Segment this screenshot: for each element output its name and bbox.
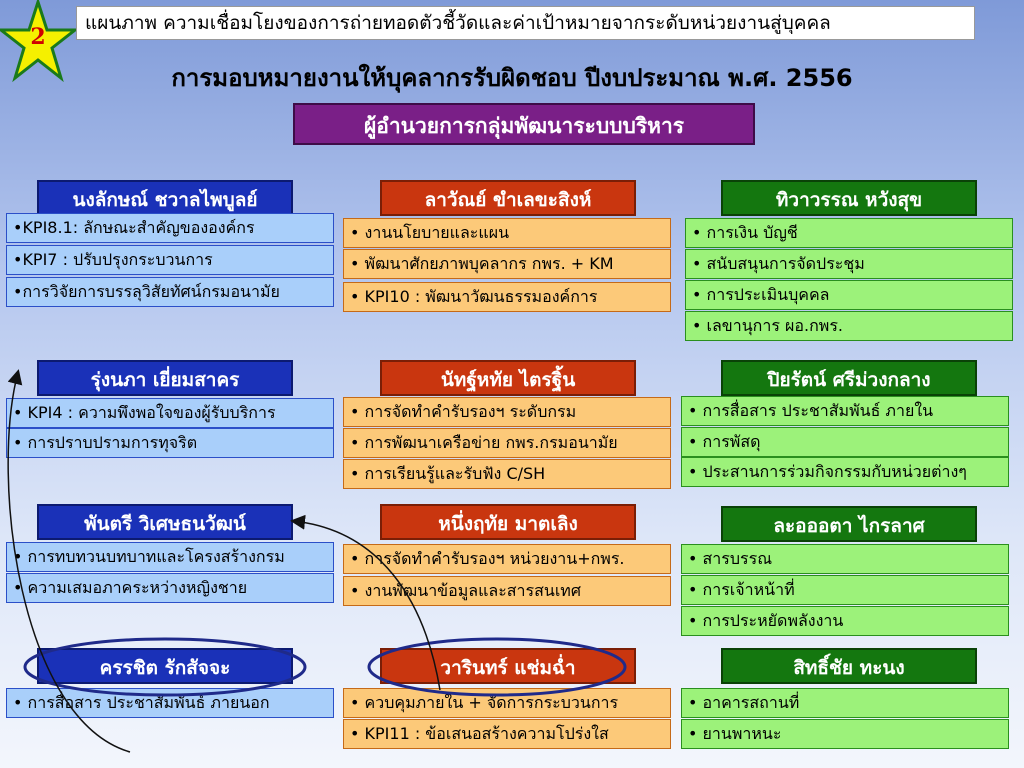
person-sitthichai: สิทธิ์ชัย ทะนง (721, 648, 977, 684)
task-item: • KPI4 : ความพึงพอใจของผู้รับบริการ (6, 398, 334, 428)
person-tiwawan: ทิวาวรรณ หวังสุข (721, 180, 977, 216)
person-nathathai: นัทฐ์หทัย ไตรฐิ้น (380, 360, 636, 396)
task-item: • การประเมินบุคคล (685, 280, 1013, 310)
task-item: • งานนโยบายและแผน (343, 218, 671, 248)
task-item: •การวิจัยการบรรลุวิสัยทัศน์กรมอนามัย (6, 277, 334, 307)
task-item: • ยานพาหนะ (681, 719, 1009, 749)
person-lawan: ลาวัณย์ ขำเลขะสิงห์ (380, 180, 636, 216)
task-item: • การประหยัดพลังงาน (681, 606, 1009, 636)
task-item: • การทบทวนบทบาทและโครงสร้างกรม (6, 542, 334, 572)
task-item: • พัฒนาศักยภาพบุคลากร กพร. + KM (343, 249, 671, 279)
task-item: • งานพัฒนาข้อมูลและสารสนเทศ (343, 576, 671, 606)
task-item: • การปราบปรามการทุจริต (6, 428, 334, 458)
task-item: • สารบรรณ (681, 544, 1009, 574)
task-item: • KPI10 : พัฒนาวัฒนธรรมองค์การ (343, 282, 671, 312)
task-item: • การเจ้าหน้าที่ (681, 575, 1009, 605)
person-nuengruthai: หนึ่งฤทัย มาตเลิง (380, 504, 636, 540)
task-item: • อาคารสถานที่ (681, 688, 1009, 718)
task-item: •KPI8.1: ลักษณะสำคัญขององค์กร (6, 213, 334, 243)
task-item: • การจัดทำคำรับรองฯ ระดับกรม (343, 397, 671, 427)
person-kanchit: ครรชิต รักสัจจะ (37, 648, 293, 684)
task-item: • การสื่อสาร ประชาสัมพันธ์ ภายนอก (6, 688, 334, 718)
slide-number: 2 (30, 24, 46, 50)
task-item: • สนับสนุนการจัดประชุม (685, 249, 1013, 279)
header-caption: แผนภาพ ความเชื่อมโยงของการถ่ายทอดตัวชี้วัดและค่าเป้าหมายจากระดับหน่วยงานสู่บุคคล (76, 6, 975, 40)
person-rungnapa: รุ่งนภา เยี่ยมสาคร (37, 360, 293, 396)
task-item: • การพัฒนาเครือข่าย กพร.กรมอนามัย (343, 428, 671, 458)
task-item: • ควบคุมภายใน + จัดการกระบวนการ (343, 688, 671, 718)
person-laor: ละอออตา ไกรลาศ (721, 506, 977, 542)
person-piyarat: ปิยรัตน์ ศรีม่วงกลาง (721, 360, 977, 396)
task-item: • การจัดทำคำรับรองฯ หน่วยงาน+กพร. (343, 544, 671, 574)
task-item: • ประสานการร่วมกิจกรรมกับหน่วยต่างๆ (681, 457, 1009, 487)
task-item: • การเรียนรู้และรับฟัง C/SH (343, 459, 671, 489)
task-item: • KPI11 : ข้อเสนอสร้างความโปร่งใส (343, 719, 671, 749)
page-title: การมอบหมายงานให้บุคลากรรับผิดชอบ ปีงบประมาณ พ.ศ. 2556 (171, 64, 853, 92)
task-item: • การสื่อสาร ประชาสัมพันธ์ ภายใน (681, 396, 1009, 426)
person-phantri: พันตรี วิเศษธนวัฒน์ (37, 504, 293, 540)
person-warin: วารินทร์ แช่มฉ่ำ (380, 648, 636, 684)
task-item: • เลขานุการ ผอ.กพร. (685, 311, 1013, 341)
task-item: •KPI7 : ปรับปรุงกระบวนการ (6, 245, 334, 275)
task-item: • การเงิน บัญชี (685, 218, 1013, 248)
director-box: ผู้อำนวยการกลุ่มพัฒนาระบบบริหาร (293, 103, 755, 145)
task-item: • ความเสมอภาคระหว่างหญิงชาย (6, 573, 334, 603)
task-item: • การพัสดุ (681, 427, 1009, 457)
person-nonglak: นงลักษณ์ ชวาลไพบูลย์ (37, 180, 293, 216)
